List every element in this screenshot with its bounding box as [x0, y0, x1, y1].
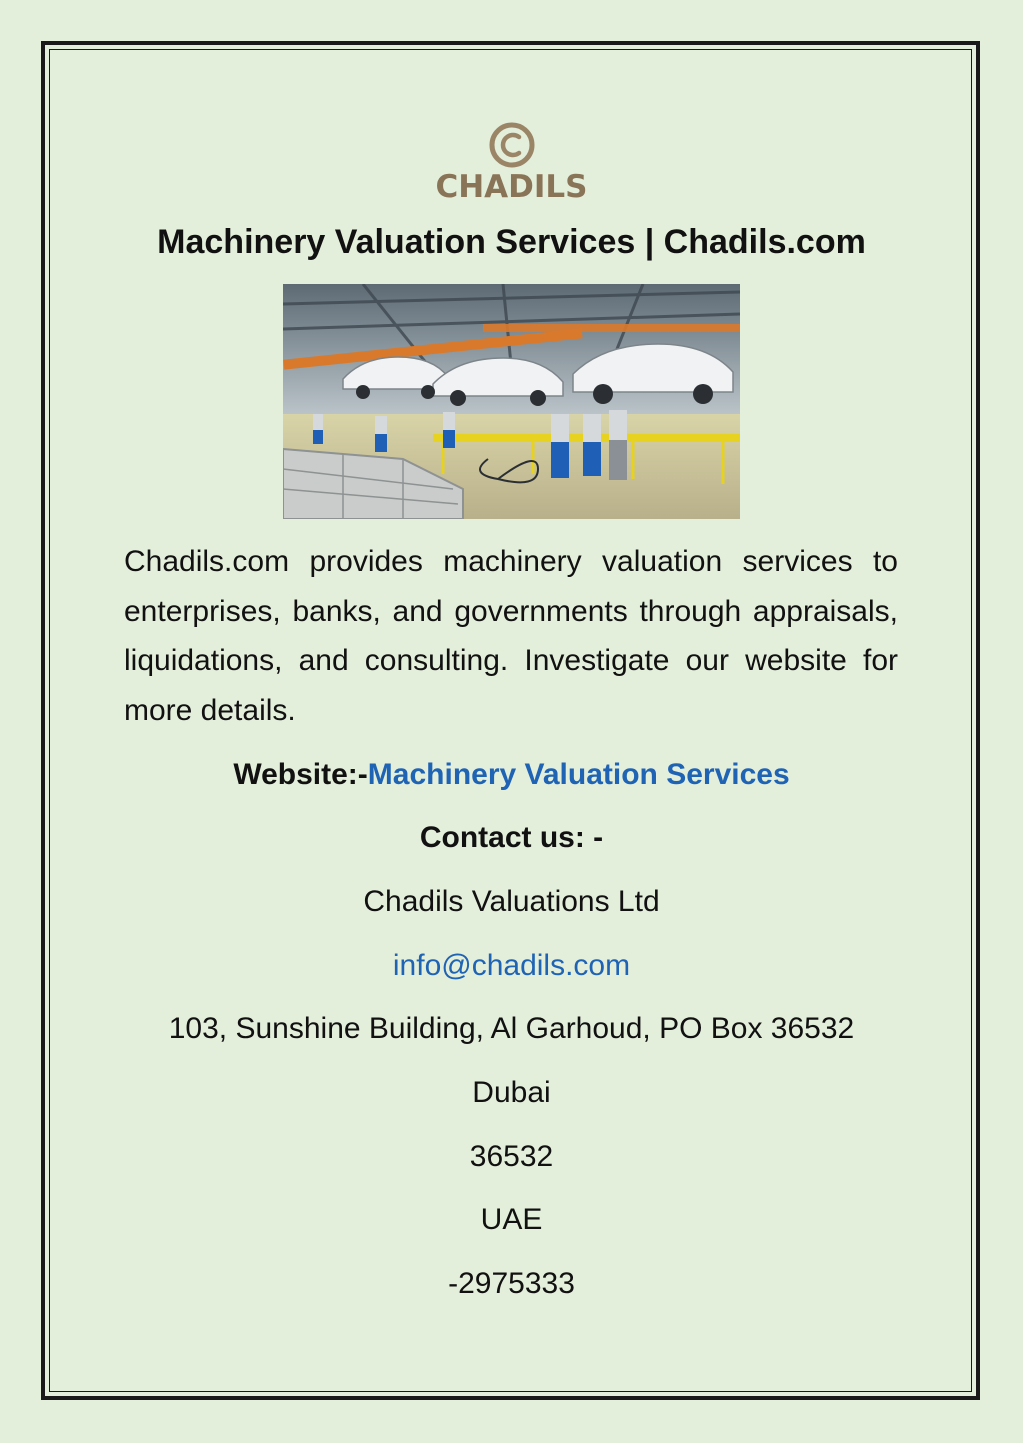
postal-line: 36532: [469, 1140, 554, 1173]
address-line: 103, Sunshine Building, Al Garhoud, PO Box 36532: [168, 1012, 855, 1045]
logo-ring-icon: [489, 122, 535, 168]
city-line: Dubai: [472, 1076, 551, 1109]
page-title: Machinery Valuation Services | Chadils.com: [157, 223, 866, 261]
website-line: [0, 755, 1023, 795]
hero-image: [283, 284, 740, 519]
website-label: Website:-: [233, 758, 368, 791]
website-link[interactable]: Machinery Valuation Services: [367, 758, 790, 791]
contact-heading: Contact us: -: [419, 821, 604, 854]
phone-line: -2975333: [448, 1267, 575, 1300]
company-name: Chadils Valuations Ltd: [363, 885, 660, 918]
country-line: UAE: [480, 1203, 543, 1236]
chadils-logo: [0, 122, 1023, 204]
email-link[interactable]: info@chadils.com: [392, 949, 631, 982]
logo-wordmark: CHADILS: [435, 169, 588, 205]
description-paragraph: Chadils.com provides machinery valuation services to enterprises, banks, and governments through appraisals, liquidations, and consulting. Investigate our website for more details.: [124, 545, 898, 727]
assembly-line-illustration: [283, 284, 740, 519]
